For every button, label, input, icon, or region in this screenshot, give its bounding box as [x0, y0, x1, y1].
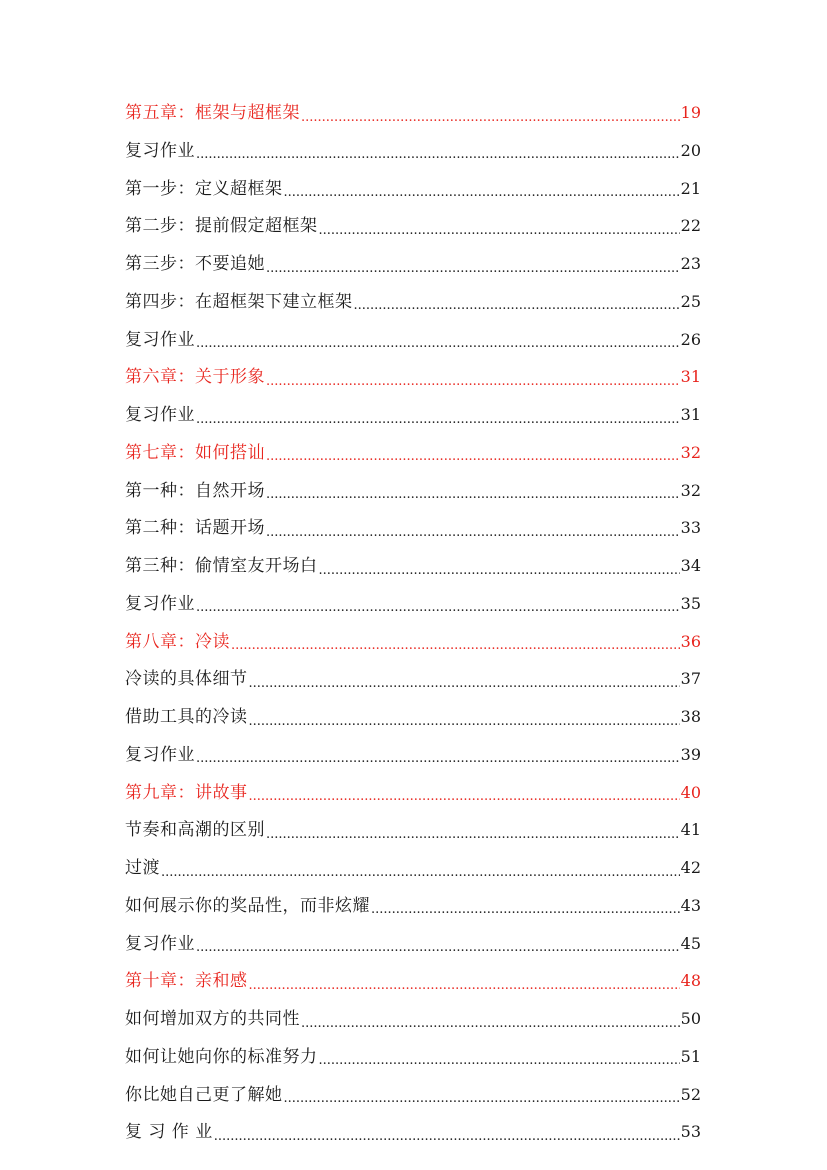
toc-page-number: 51	[680, 1046, 701, 1066]
toc-page-number: 21	[680, 178, 701, 198]
toc-entry-title: 复习作业	[125, 933, 195, 954]
toc-section-entry[interactable]	[125, 589, 701, 627]
toc-dot-leader	[249, 785, 680, 802]
toc-page-number: 35	[680, 593, 701, 613]
toc-section-entry[interactable]	[125, 513, 701, 551]
toc-entry-title: 第八章：冷读	[125, 631, 230, 652]
toc-page-number: 33	[680, 518, 701, 538]
toc-section-entry[interactable]	[125, 1004, 701, 1042]
toc-page-number: 31	[680, 367, 701, 387]
toc-entry-title: 如何让她向你的标准努力	[125, 1046, 318, 1067]
toc-page-number: 20	[680, 140, 701, 160]
toc-section-entry[interactable]	[125, 815, 701, 853]
toc-chapter-entry[interactable]	[125, 98, 701, 136]
toc-entry-title: 第三种：偷情室友开场白	[125, 556, 318, 576]
toc-section-entry[interactable]	[125, 929, 701, 967]
toc-chapter-entry[interactable]	[125, 438, 701, 476]
toc-entry-title: 复习作业	[125, 593, 195, 614]
toc-dot-leader	[301, 1012, 680, 1029]
toc-page-number: 41	[680, 820, 701, 840]
toc-dot-leader	[231, 634, 680, 651]
toc-section-entry[interactable]	[125, 664, 701, 702]
toc-section-entry[interactable]	[125, 174, 701, 212]
toc-section-entry[interactable]	[125, 740, 701, 778]
toc-chapter-entry[interactable]	[125, 627, 701, 665]
toc-dot-leader	[319, 1049, 680, 1066]
toc-dot-leader	[196, 747, 680, 764]
toc-section-entry[interactable]	[125, 551, 701, 589]
toc-entry-title: 如何增加双方的共同性	[125, 1009, 300, 1029]
toc-section-entry[interactable]	[125, 1042, 701, 1080]
toc-dot-leader	[266, 257, 680, 274]
toc-dot-leader	[161, 861, 680, 878]
toc-page-number: 37	[680, 669, 701, 689]
toc-section-entry[interactable]	[125, 249, 701, 287]
toc-section-entry[interactable]	[125, 136, 701, 174]
toc-page-number: 48	[680, 971, 701, 991]
toc-dot-leader	[266, 445, 680, 462]
toc-dot-leader	[196, 143, 680, 160]
toc-page-number: 52	[680, 1084, 701, 1104]
toc-dot-leader	[301, 106, 680, 123]
toc-dot-leader	[266, 521, 680, 538]
toc-entry-title: 第二步：提前假定超框架	[125, 216, 318, 237]
toc-dot-leader	[266, 823, 680, 840]
toc-section-entry[interactable]	[125, 325, 701, 363]
toc-page-number: 32	[680, 480, 701, 500]
table-of-contents	[125, 98, 701, 1155]
toc-page-number: 22	[680, 216, 701, 236]
toc-dot-leader	[196, 408, 680, 425]
toc-entry-title: 第十章：亲和感	[125, 971, 248, 992]
toc-entry-title: 复习作业	[125, 405, 195, 425]
toc-section-entry[interactable]	[125, 476, 701, 514]
toc-dot-leader	[371, 898, 680, 915]
toc-dot-leader	[354, 294, 680, 311]
toc-entry-title: 复习作业	[125, 140, 195, 161]
toc-section-entry[interactable]	[125, 853, 701, 891]
toc-entry-title: 复 习 作 业	[125, 1122, 213, 1143]
toc-entry-title: 第九章：讲故事	[125, 782, 248, 803]
toc-entry-title: 第三步：不要追她	[125, 254, 265, 274]
toc-section-entry[interactable]	[125, 287, 701, 325]
toc-dot-leader	[196, 936, 680, 953]
toc-section-entry[interactable]	[125, 891, 701, 929]
toc-dot-leader	[249, 710, 680, 727]
toc-page-number: 40	[680, 782, 701, 802]
toc-chapter-entry[interactable]	[125, 362, 701, 400]
toc-entry-title: 第七章：如何搭讪	[125, 442, 265, 463]
toc-page-number: 45	[680, 933, 701, 953]
toc-dot-leader	[196, 332, 680, 349]
toc-dot-leader	[249, 672, 680, 689]
toc-page-number: 43	[680, 895, 701, 915]
toc-section-entry[interactable]	[125, 400, 701, 438]
toc-entry-title: 过渡	[125, 858, 160, 878]
toc-page-number: 23	[680, 254, 701, 273]
toc-dot-leader	[249, 974, 680, 991]
toc-page-number: 32	[680, 442, 701, 462]
toc-page-number: 31	[680, 405, 701, 424]
toc-entry-title: 复习作业	[125, 329, 195, 350]
toc-dot-leader	[319, 559, 680, 576]
toc-page-number: 36	[680, 631, 701, 651]
toc-dot-leader	[266, 483, 680, 500]
toc-entry-title: 第五章：框架与超框架	[125, 103, 300, 123]
toc-entry-title: 如何展示你的奖品性，而非炫耀	[125, 895, 370, 916]
toc-section-entry[interactable]	[125, 211, 701, 249]
toc-dot-leader	[284, 1087, 680, 1104]
toc-entry-title: 你比她自己更了解她	[125, 1084, 283, 1105]
toc-entry-title: 冷读的具体细节	[125, 669, 248, 690]
toc-page-number: 53	[680, 1122, 701, 1142]
toc-page-number: 39	[680, 744, 701, 764]
toc-section-entry[interactable]	[125, 702, 701, 740]
toc-page-number: 26	[680, 329, 701, 349]
toc-section-entry[interactable]	[125, 1080, 701, 1118]
toc-entry-title: 第一步：定义超框架	[125, 178, 283, 199]
toc-dot-leader	[266, 370, 680, 387]
toc-page-number: 38	[680, 707, 701, 726]
toc-chapter-entry[interactable]	[125, 966, 701, 1004]
toc-section-entry[interactable]	[125, 1117, 701, 1155]
toc-page-number: 50	[680, 1009, 701, 1028]
toc-dot-leader	[319, 219, 680, 236]
toc-page-number: 19	[680, 103, 701, 122]
toc-page-number: 34	[680, 556, 701, 575]
toc-entry-title: 复习作业	[125, 744, 195, 765]
toc-entry-title: 借助工具的冷读	[125, 707, 248, 727]
toc-dot-leader	[196, 596, 680, 613]
toc-entry-title: 第二种：话题开场	[125, 518, 265, 539]
toc-dot-leader	[214, 1125, 680, 1142]
toc-entry-title: 第六章：关于形象	[125, 367, 265, 388]
toc-page-number: 42	[680, 858, 701, 877]
toc-entry-title: 第四步：在超框架下建立框架	[125, 291, 353, 312]
toc-dot-leader	[284, 181, 680, 198]
toc-entry-title: 节奏和高潮的区别	[125, 820, 265, 841]
toc-page-number: 25	[680, 291, 701, 311]
toc-entry-title: 第一种：自然开场	[125, 480, 265, 501]
toc-chapter-entry[interactable]	[125, 778, 701, 816]
